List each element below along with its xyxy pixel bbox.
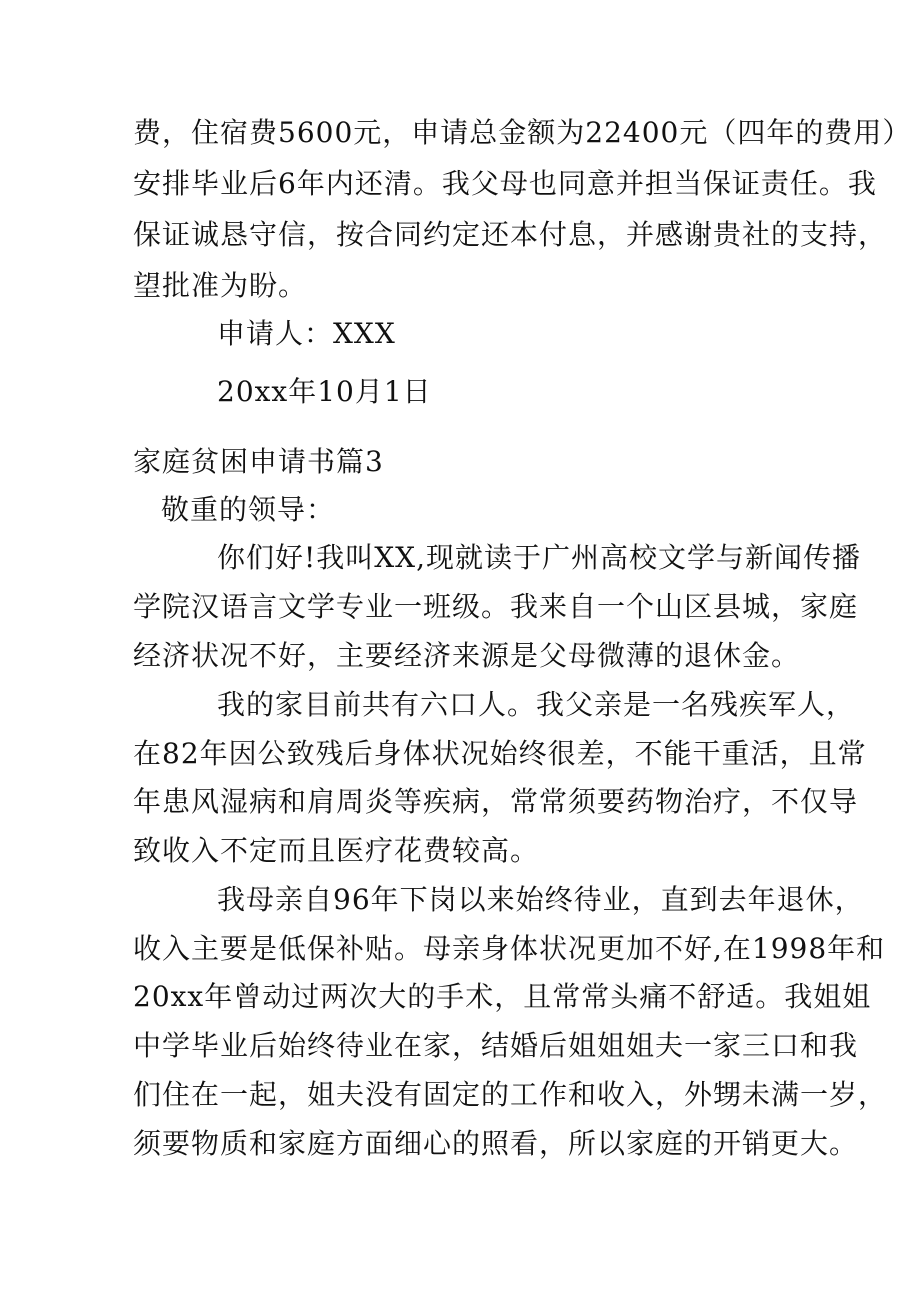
body-line: 年患风湿病和肩周炎等疾病，常常须要药物治疗，不仅导 bbox=[133, 785, 859, 818]
body-line: 安排毕业后6年内还清。我父母也同意并担当保证责任。我 bbox=[133, 167, 877, 200]
body-line: 保证诚恳守信，按合同约定还本付息，并感谢贵社的支持， bbox=[133, 218, 888, 251]
body-line: 我母亲自96年下岗以来始终待业，直到去年退休， bbox=[217, 883, 864, 916]
application-date: 20xx年10月1日 bbox=[217, 375, 432, 408]
body-line: 20xx年曾动过两次大的手术，且常常头痛不舒适。我姐姐 bbox=[133, 980, 872, 1013]
body-line: 望批准为盼。 bbox=[133, 269, 308, 302]
body-line: 中学毕业后始终待业在家，结婚后姐姐姐夫一家三口和我 bbox=[133, 1029, 859, 1062]
body-line: 收入主要是低保补贴。母亲身体状况更加不好,在1998年和 bbox=[133, 932, 886, 965]
body-line: 们住在一起，姐夫没有固定的工作和收入，外甥未满一岁， bbox=[133, 1078, 888, 1111]
body-line: 费，住宿费5600元，申请总金额为22400元（四年的费用） bbox=[133, 116, 912, 149]
body-line: 你们好!我叫XX,现就读于广州高校文学与新闻传播 bbox=[217, 541, 862, 574]
body-line: 须要物质和家庭方面细心的照看，所以家庭的开销更大。 bbox=[133, 1127, 859, 1160]
applicant-signature: 申请人：XXX bbox=[217, 317, 396, 350]
body-line: 致收入不定而且医疗花费较高。 bbox=[133, 834, 540, 867]
section-title: 家庭贫困申请书篇3 bbox=[133, 445, 384, 478]
body-line: 在82年因公致残后身体状况始终很差，不能干重活，且常 bbox=[133, 737, 867, 770]
body-line: 学院汉语言文学专业一班级。我来自一个山区县城，家庭 bbox=[133, 590, 859, 623]
salutation: 敬重的领导： bbox=[161, 493, 336, 526]
body-line: 经济状况不好，主要经济来源是父母微薄的退休金。 bbox=[133, 639, 801, 672]
body-line: 我的家目前共有六口人。我父亲是一名残疾军人， bbox=[217, 688, 856, 721]
